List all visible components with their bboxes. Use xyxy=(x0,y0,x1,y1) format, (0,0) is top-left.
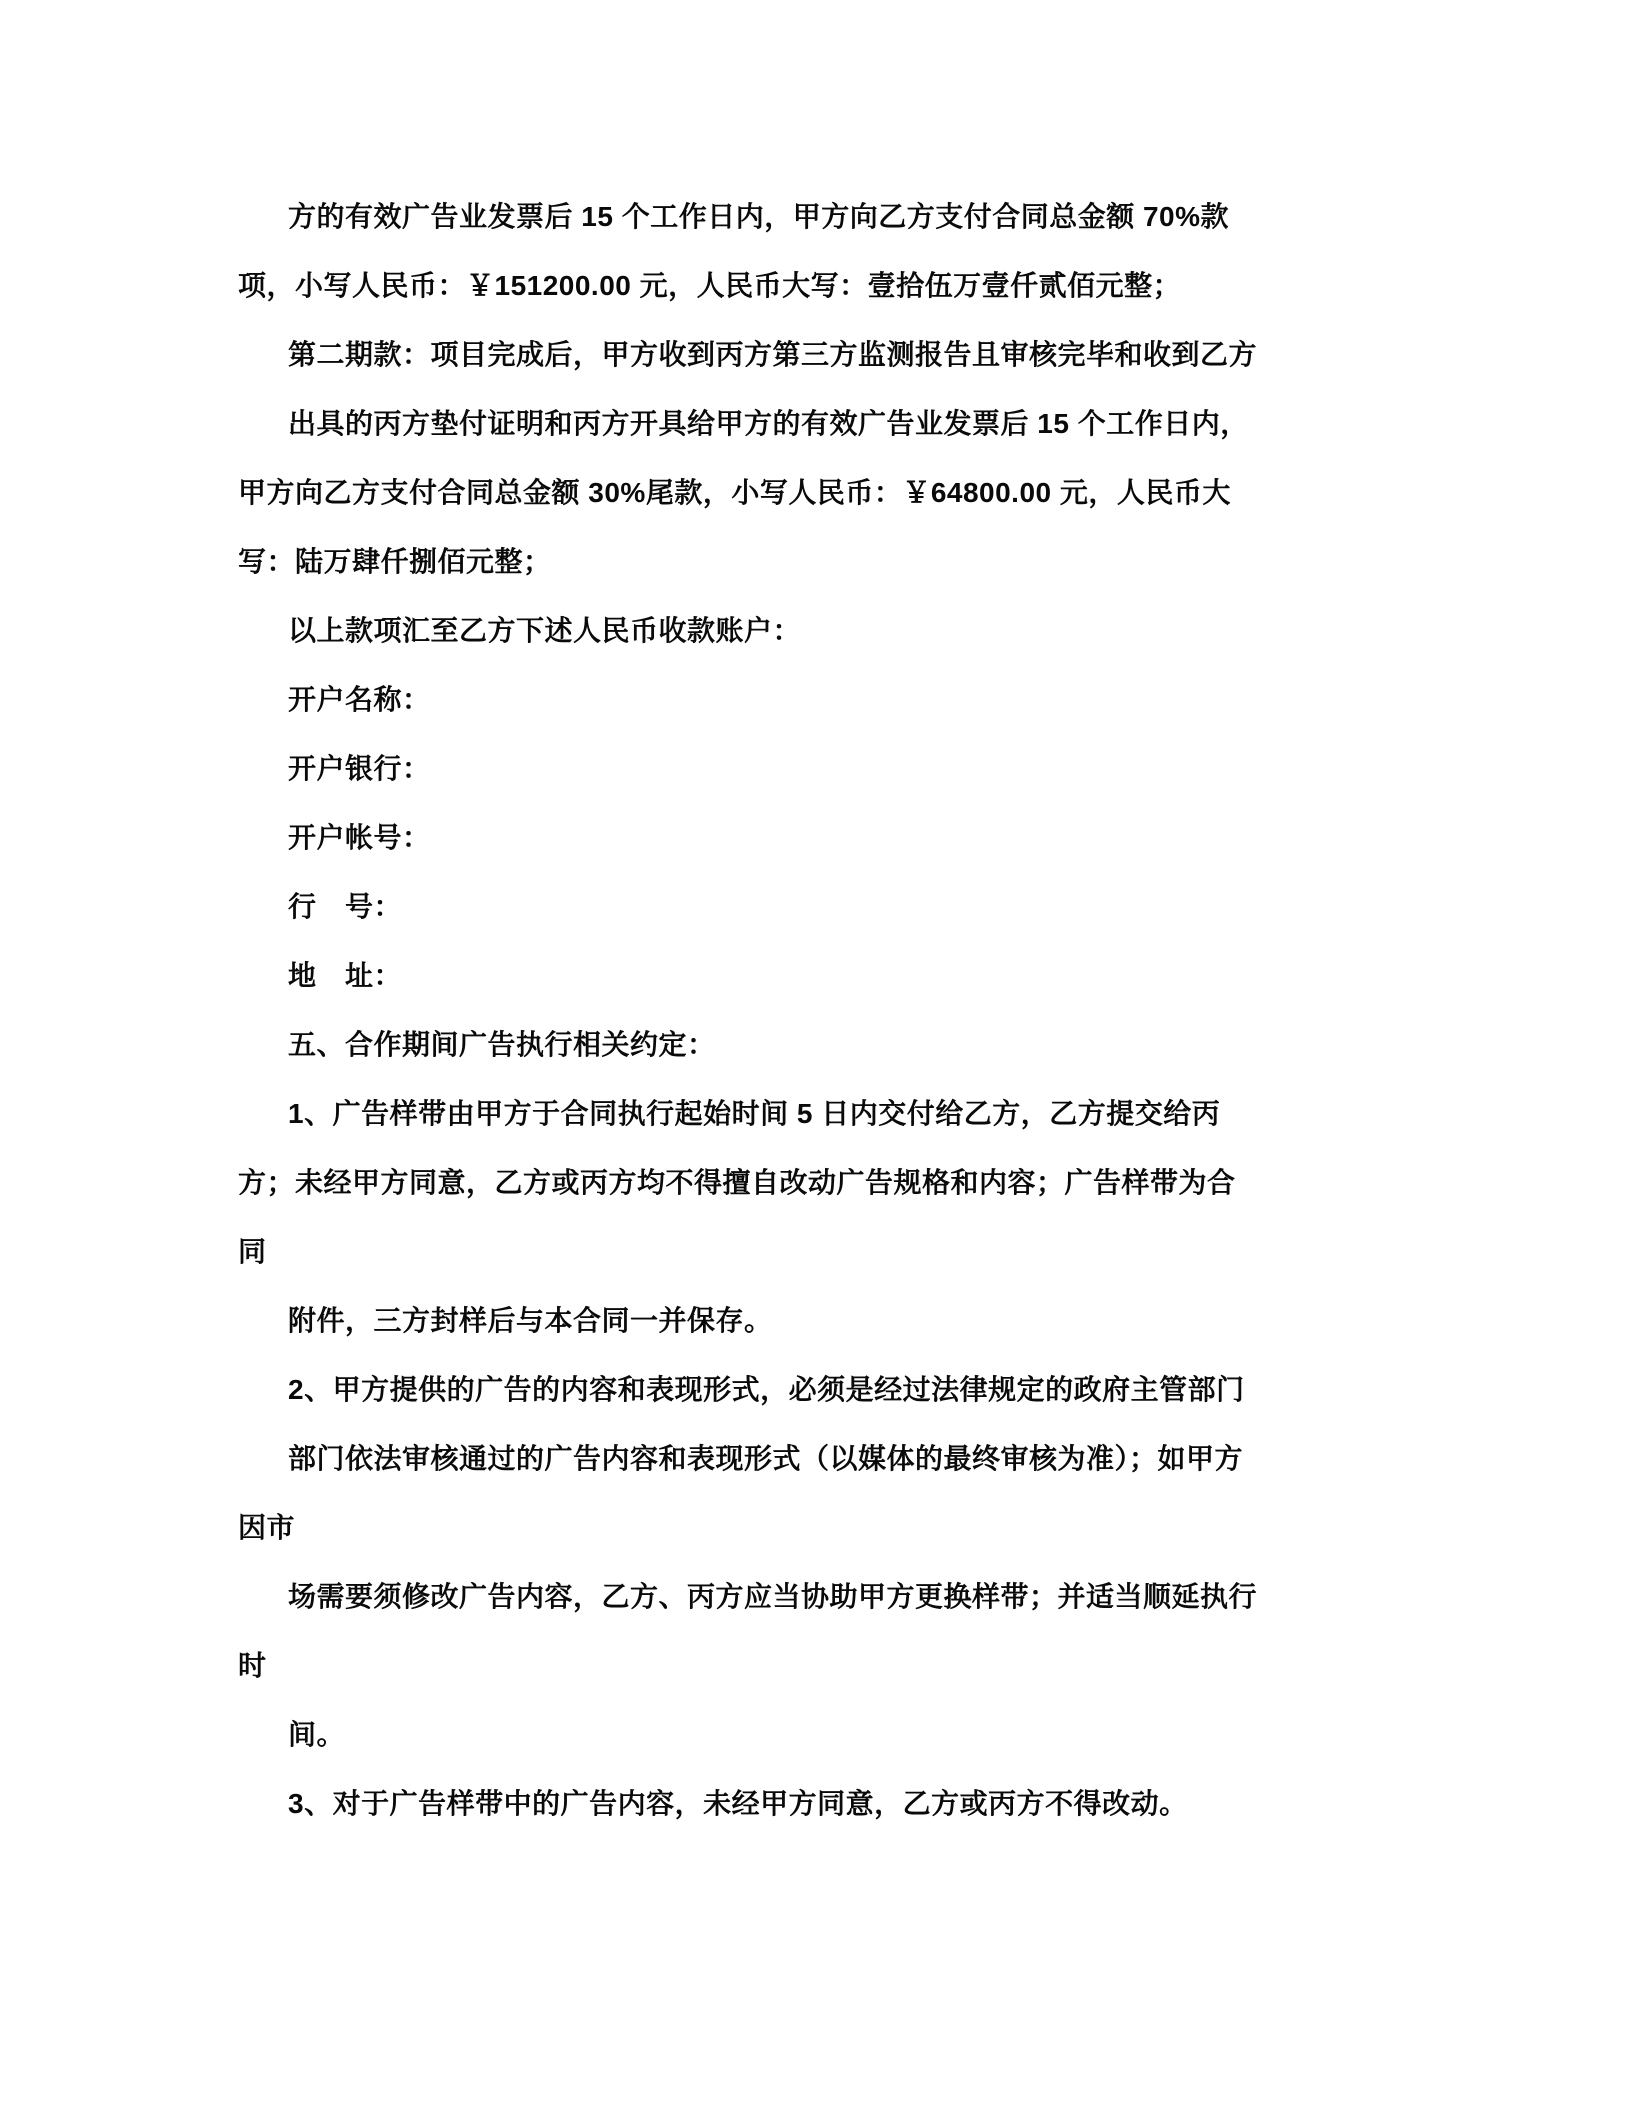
text-line: 2、甲方提供的广告的内容和表现形式，必须是经过法律规定的政府主管部门 xyxy=(288,1374,1245,1405)
text-line: 甲方向乙方支付合同总金额 30%尾款，小写人民币：￥64800.00 元，人民币大 xyxy=(238,477,1231,508)
text-line: 开户帐号： xyxy=(288,822,431,853)
text-line: 方的有效广告业发票后 15 个工作日内，甲方向乙方支付合同总金额 70%款 xyxy=(288,201,1230,232)
text-line: 部门依法审核通过的广告内容和表现形式（以媒体的最终审核为准）；如甲方 xyxy=(288,1443,1244,1474)
document-body xyxy=(238,182,1398,1838)
text-line: 附件，三方封样后与本合同一并保存。 xyxy=(288,1305,773,1336)
text-line: 行 号： xyxy=(288,891,403,922)
text-line: 写：陆万肆仟捌佰元整； xyxy=(238,546,552,577)
text-line: 以上款项汇至乙方下述人民币收款账户： xyxy=(288,615,802,646)
text-line: 方；未经甲方同意，乙方或丙方均不得擅自改动广告规格和内容；广告样带为合 xyxy=(238,1167,1236,1198)
text-line: 开户名称： xyxy=(288,684,431,715)
text-line: 地 址： xyxy=(288,960,403,991)
text-line: 场需要须修改广告内容，乙方、丙方应当协助甲方更换样带；并适当顺延执行 xyxy=(288,1581,1258,1612)
text-line: 出具的丙方垫付证明和丙方开具给甲方的有效广告业发票后 15 个工作日内， xyxy=(288,408,1249,439)
text-line: 1、广告样带由甲方于合同执行起始时间 5 日内交付给乙方，乙方提交给丙 xyxy=(288,1098,1221,1129)
text-line: 第二期款：项目完成后，甲方收到丙方第三方监测报告且审核完毕和收到乙方 xyxy=(288,339,1258,370)
text-line: 间。 xyxy=(288,1719,346,1750)
text-line: 开户银行： xyxy=(288,753,431,784)
text-line: 五、合作期间广告执行相关约定： xyxy=(288,1029,716,1060)
text-line: 3、对于广告样带中的广告内容，未经甲方同意，乙方或丙方不得改动。 xyxy=(288,1788,1188,1819)
text-line: 时 xyxy=(238,1650,267,1681)
text-line: 同 xyxy=(238,1236,267,1267)
text-line: 因市 xyxy=(238,1512,296,1543)
text-line: 项，小写人民币：￥151200.00 元，人民币大写：壹拾伍万壹仟贰佰元整； xyxy=(238,270,1182,301)
